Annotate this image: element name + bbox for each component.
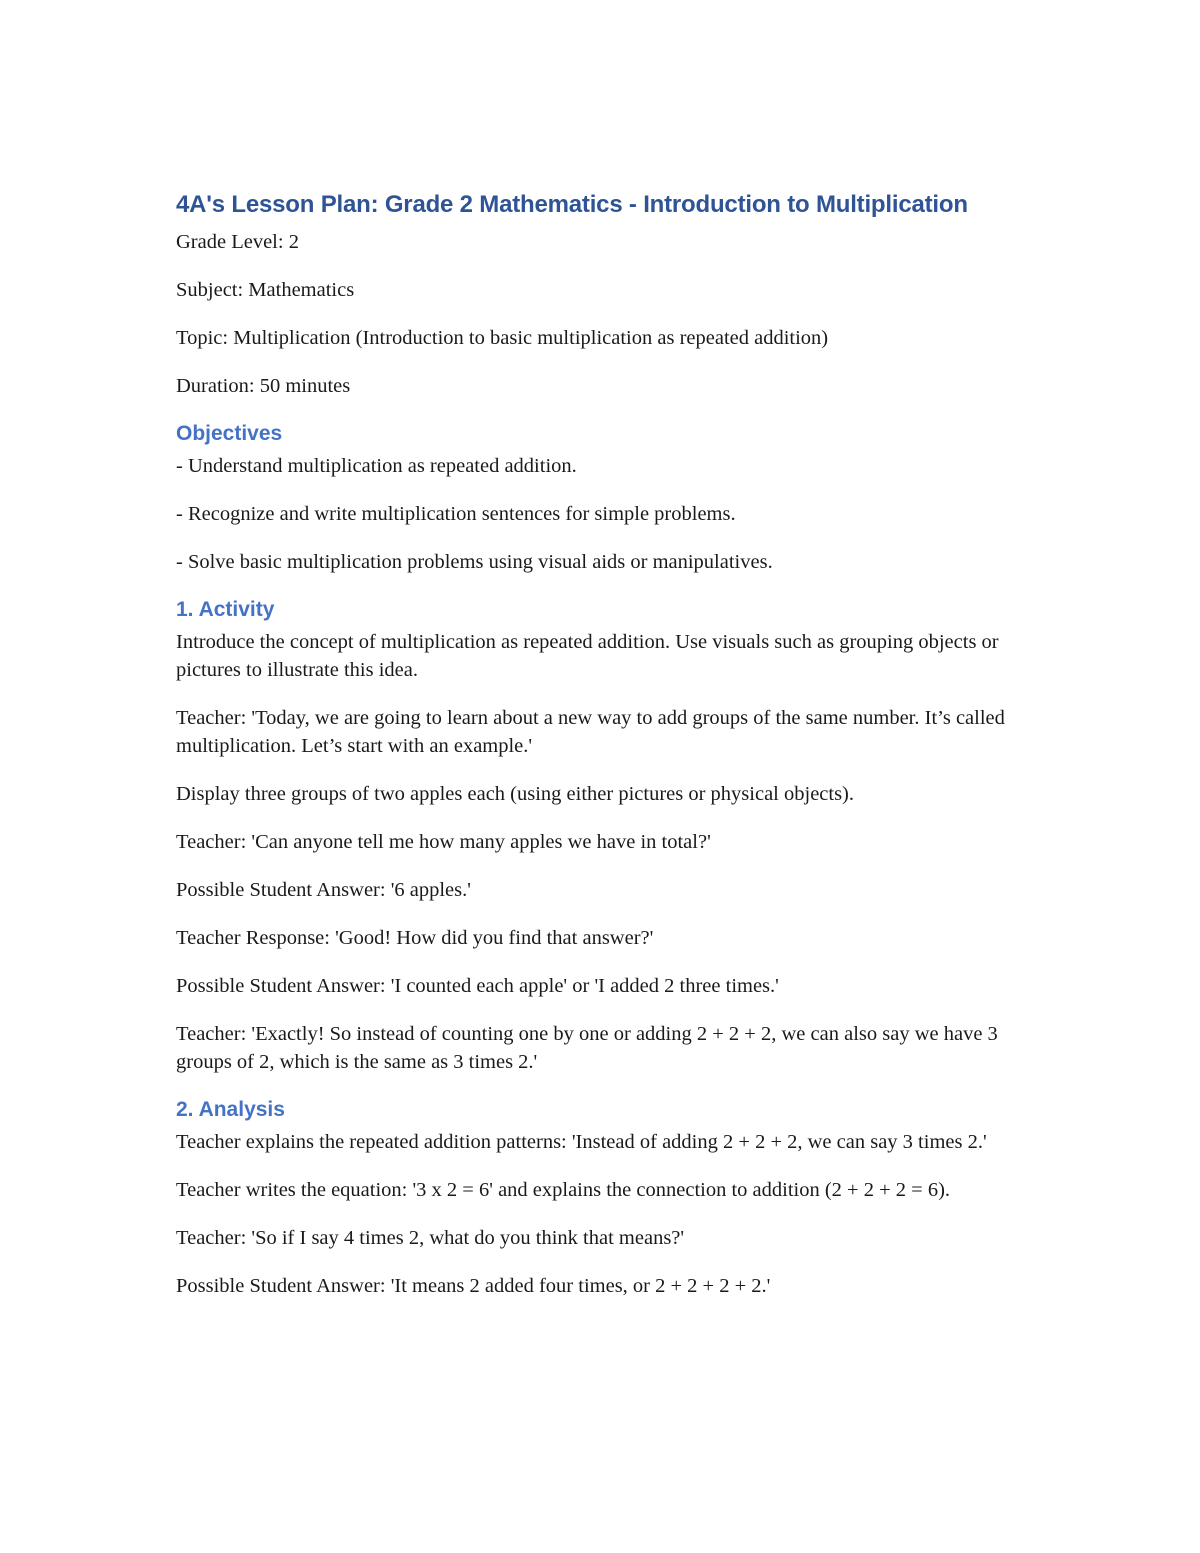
activity-paragraph: Teacher: 'Can anyone tell me how many apples we have in total?': [176, 831, 711, 853]
activity-paragraph: Introduce the concept of multiplication as repeated addition. Use visuals such as grouping objects or pictures to illustrate this idea.: [176, 631, 999, 681]
activity-paragraph: Teacher: 'Exactly! So instead of counting one by one or adding 2 + 2 + 2, we can also say we have 3 groups of 2, which is the same as 3 times 2.': [176, 1023, 998, 1073]
activity-paragraph: Teacher: 'Today, we are going to learn about a new way to add groups of the same number. It’s called multiplication. Let’s start with an example.': [176, 707, 1005, 757]
activity-section: [176, 596, 1036, 1076]
document-page: [176, 186, 1036, 1320]
activity-paragraph: Display three groups of two apples each (using either pictures or physical objects).: [176, 783, 855, 805]
activity-paragraph: Teacher Response: 'Good! How did you find that answer?': [176, 927, 654, 949]
objectives-list: [176, 452, 1036, 576]
activity-heading: 1. Activity: [176, 598, 275, 621]
objective-item: - Understand multiplication as repeated addition.: [176, 455, 577, 477]
analysis-paragraph: Possible Student Answer: 'It means 2 added four times, or 2 + 2 + 2 + 2.': [176, 1275, 771, 1297]
analysis-heading: 2. Analysis: [176, 1098, 285, 1121]
objectives-section: [176, 420, 1036, 576]
analysis-paragraph: Teacher: 'So if I say 4 times 2, what do you think that means?': [176, 1227, 685, 1249]
objective-item: - Solve basic multiplication problems using visual aids or manipulatives.: [176, 551, 773, 573]
objectives-heading: Objectives: [176, 422, 283, 445]
activity-paragraph: Possible Student Answer: 'I counted each apple' or 'I added 2 three times.': [176, 975, 779, 997]
duration-line: Duration: 50 minutes: [176, 375, 351, 397]
subject-line: Subject: Mathematics: [176, 279, 355, 301]
grade-level-line: Grade Level: 2: [176, 231, 299, 253]
activity-paragraph: Possible Student Answer: '6 apples.': [176, 879, 471, 901]
analysis-section: [176, 1096, 1036, 1300]
topic-line: Topic: Multiplication (Introduction to basic multiplication as repeated addition): [176, 327, 829, 349]
lesson-meta: [176, 228, 1036, 400]
analysis-paragraph: Teacher writes the equation: '3 x 2 = 6' and explains the connection to addition (2 + 2 + 2 = 6).: [176, 1179, 951, 1201]
page-title: 4A's Lesson Plan: Grade 2 Mathematics - Introduction to Multiplication: [176, 191, 968, 218]
analysis-paragraph: Teacher explains the repeated addition patterns: 'Instead of adding 2 + 2 + 2, we can say 3 times 2.': [176, 1131, 987, 1153]
objective-item: - Recognize and write multiplication sentences for simple problems.: [176, 503, 736, 525]
